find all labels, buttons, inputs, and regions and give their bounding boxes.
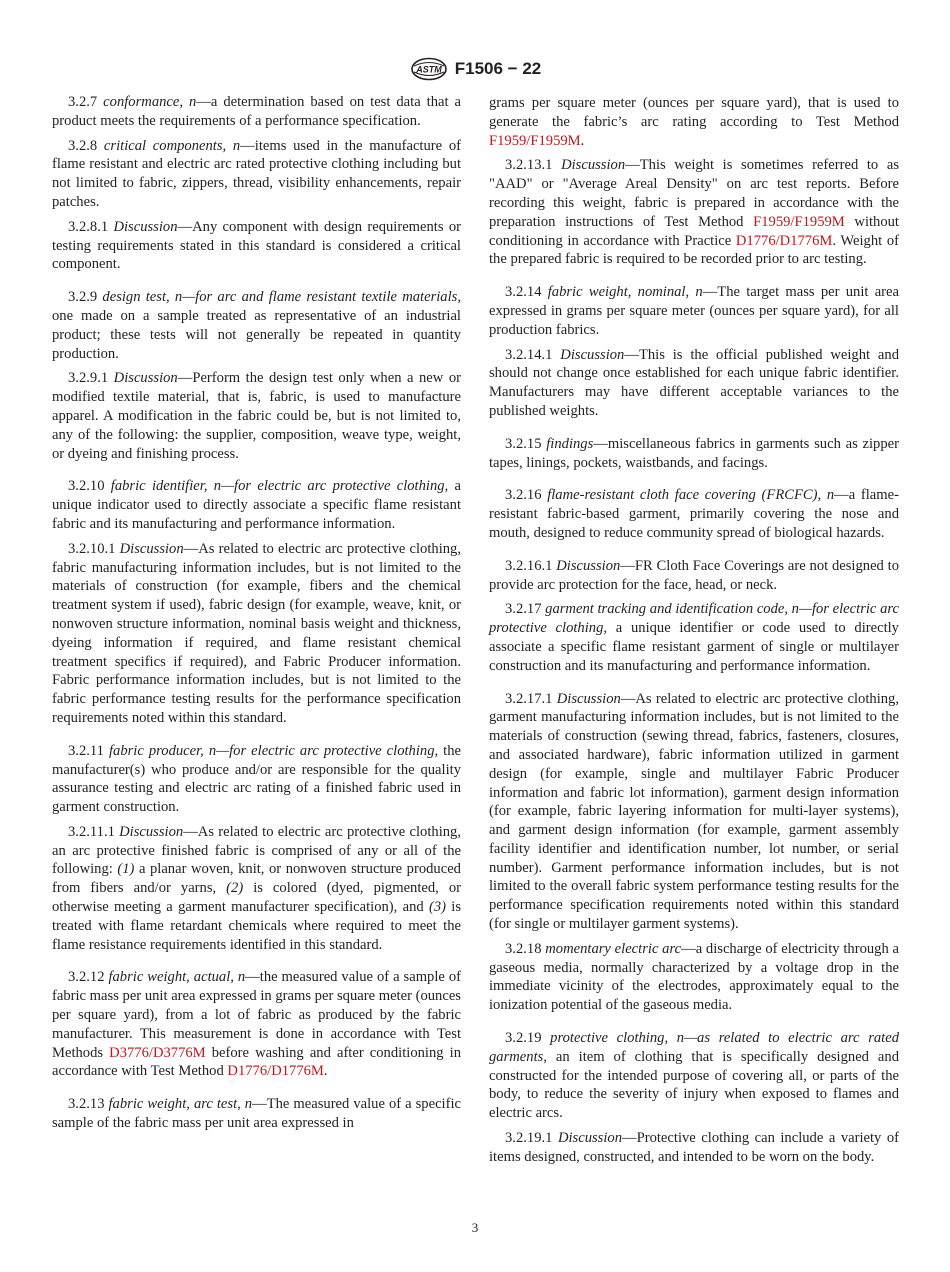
left-column [52, 93, 461, 1139]
discussion-paragraph: 3.2.9.1 Discussion—Perform the design test only when a new or modified textile material, that is, fabric, is used to manufacture apparel. A modification in the fabric could be, but is not limited to, any of the following: the supplier, composition, weave type, weight, or dyeing and finishing process. [52, 370, 461, 462]
definition-paragraph: 3.2.12 fabric weight, actual, n—the measured value of a sample of fabric mass per unit area expressed in grams per square meter (ounces per square yard), from a lot of fabric as produced by the fabric manufacturer. This measurement is done in accordance with Test Methods D3776/D3776M before washing and after conditioning in accordance with Test Method D1776/D1776M. [52, 969, 461, 1080]
definition-paragraph: 3.2.14 fabric weight, nominal, n—The target mass per unit area expressed in grams per square meter (ounces per square yard), for all production fabrics. [489, 284, 899, 338]
reference-link[interactable]: F1959/F1959M [489, 132, 581, 149]
standard-designation: F1506 − 22 [454, 59, 542, 78]
astm-logo-icon [409, 57, 449, 81]
definition-paragraph: 3.2.15 findings—miscellaneous fabrics in garments such as zipper tapes, linings, pockets, waistbands, and facings. [489, 435, 899, 471]
definition-paragraph: 3.2.17 garment tracking and identification code, n—for electric arc protective clothing, a unique identifier or code used to directly associate a specific flame resistant garment of single or multilayer construction and its manufacturing and performance information. [489, 601, 899, 674]
definition-paragraph: 3.2.8 critical components, n—items used in the manufacture of flame resistant and electric arc rated protective clothing including but not limited to fabric, zippers, thread, visibility enhancements, repair patches. [52, 137, 462, 210]
definition-paragraph: 3.2.10 fabric identifier, n—for electric arc protective clothing, a unique indicator used to directly associate a specific flame resistant fabric and its manufacturing and performance information. [52, 478, 461, 532]
page-header [0, 57, 950, 83]
definition-paragraph: 3.2.18 momentary electric arc—a discharge of electricity through a gaseous media, normally characterized by a voltage drop in the immediate vicinity of the electrodes, approximately equal to the ionization potential of the gaseous media. [489, 940, 899, 1014]
definition-paragraph: 3.2.9 design test, n—for arc and flame resistant textile materials, one made on a sample treated as representative of an industrial product; these tests will not generally be repeated in quantity production. [52, 289, 461, 362]
discussion-paragraph: 3.2.10.1 Discussion—As related to electric arc protective clothing, fabric manufacturing information includes, but is not limited to the materials of construction (for example, fibers and the chemical treatment system if used), fabric design (for example, weave, knit, or nonwoven structure information, nominal basis weight and thickness, dyeing information if required, and flame resistant chemical treatment specifics if required), and Fabric Producer information. Fabric performance information includes, but is not limited to the fabric performance testing results for the performance specification requirements noted within this standard. [52, 540, 461, 726]
discussion-paragraph: 3.2.19.1 Discussion—Protective clothing can include a variety of items designed, constructed, and intended to be worn on the body. [489, 1130, 899, 1165]
definition-paragraph: 3.2.19 protective clothing, n—as related to electric arc rated garments, an item of clothing that is specifically designed and constructed for the intended purpose of covering all, or parts of the body, to reduce the severity of injury when exposed to flames and electric arcs. [489, 1030, 899, 1122]
reference-link[interactable]: D1776/D1776M [735, 232, 833, 249]
reference-link[interactable]: D1776/D1776M [227, 1063, 324, 1080]
discussion-paragraph: 3.2.8.1 Discussion—Any component with design requirements or testing requirements stated in this standard is considered a critical component. [52, 218, 461, 273]
right-column [489, 94, 899, 1173]
discussion-paragraph: 3.2.14.1 Discussion—This is the official published weight and should not change once established for each unique fabric identifier. Manufacturers may have different acceptable variances to the published weights. [489, 346, 899, 419]
definition-paragraph: 3.2.13 fabric weight, arc test, n—The measured value of a specific sample of the fabric mass per unit area expressed in [52, 1096, 461, 1132]
discussion-paragraph: 3.2.11.1 Discussion—As related to electric arc protective clothing, an arc protective finished fabric is comprised of any or all of the following: (1) a planar woven, knit, or nonwoven structure produced from fibers and/or yarns, (2) is colored (dyed, pigmented, or otherwise meeting a garment manufacturer specification), and (3) is treated with flame retardant chemicals where required to meet the flame resistance requirements identified in this standard. [52, 823, 462, 953]
reference-link[interactable]: D3776/D3776M [109, 1044, 206, 1061]
definition-paragraph: 3.2.16 flame-resistant cloth face covering (FRCFC), n—a flame-resistant fabric-based garment, primarily covering the nose and mouth, designed to reduce community spread of biological hazards. [489, 487, 899, 541]
svg-text:ASTM: ASTM [416, 64, 442, 75]
discussion-paragraph: 3.2.13.1 Discussion—This weight is sometimes referred to as "AAD" or "Average Areal Density" on arc test reports. Before recording this weight, fabric is prepared in accordance with the preparation instructions of Test Method F1959/F1959M without conditioning in accordance with Practice D1776/D1776M. Weight of the prepared fabric is required to be recorded prior to arc testing. [489, 157, 900, 268]
page-number: 3 [471, 1220, 479, 1235]
continued-paragraph: grams per square meter (ounces per square yard), that is used to generate the fabric’s arc rating according to Test Method F1959/F1959M. [489, 95, 899, 149]
definition-paragraph: 3.2.7 conformance, n—a determination based on test data that a product meets the requirements of a performance specification. [52, 94, 461, 129]
reference-link[interactable]: F1959/F1959M [753, 213, 845, 230]
discussion-paragraph: 3.2.16.1 Discussion—FR Cloth Face Coverings are not designed to provide arc protection for the face, head, or neck. [489, 557, 899, 593]
definition-paragraph: 3.2.11 fabric producer, n—for electric arc protective clothing, the manufacturer(s) who produce and/or are responsible for the quality assurance testing and electric arc rating of a finished fabric used in garment construction. [52, 742, 461, 816]
discussion-paragraph: 3.2.17.1 Discussion—As related to electric arc protective clothing, garment manufacturing information includes, but is not limited to the materials of construction (sewing thread, fabrics, fasteners, closures, and associated hardware), fabric information utilized in garment design (for example, single and multilayer Fabric Producer information and fabric lot information), garment design information (for example, fabric layering information for multi-layer systems), and garment design information (for example, garment assembly facility identifier and identification number, lot number, or serial number). Garment performance information includes, but is not limited to the overall fabric system performance testing results for the performance specification requirements noted within this standard (for single or multilayer garment systems). [489, 690, 899, 933]
